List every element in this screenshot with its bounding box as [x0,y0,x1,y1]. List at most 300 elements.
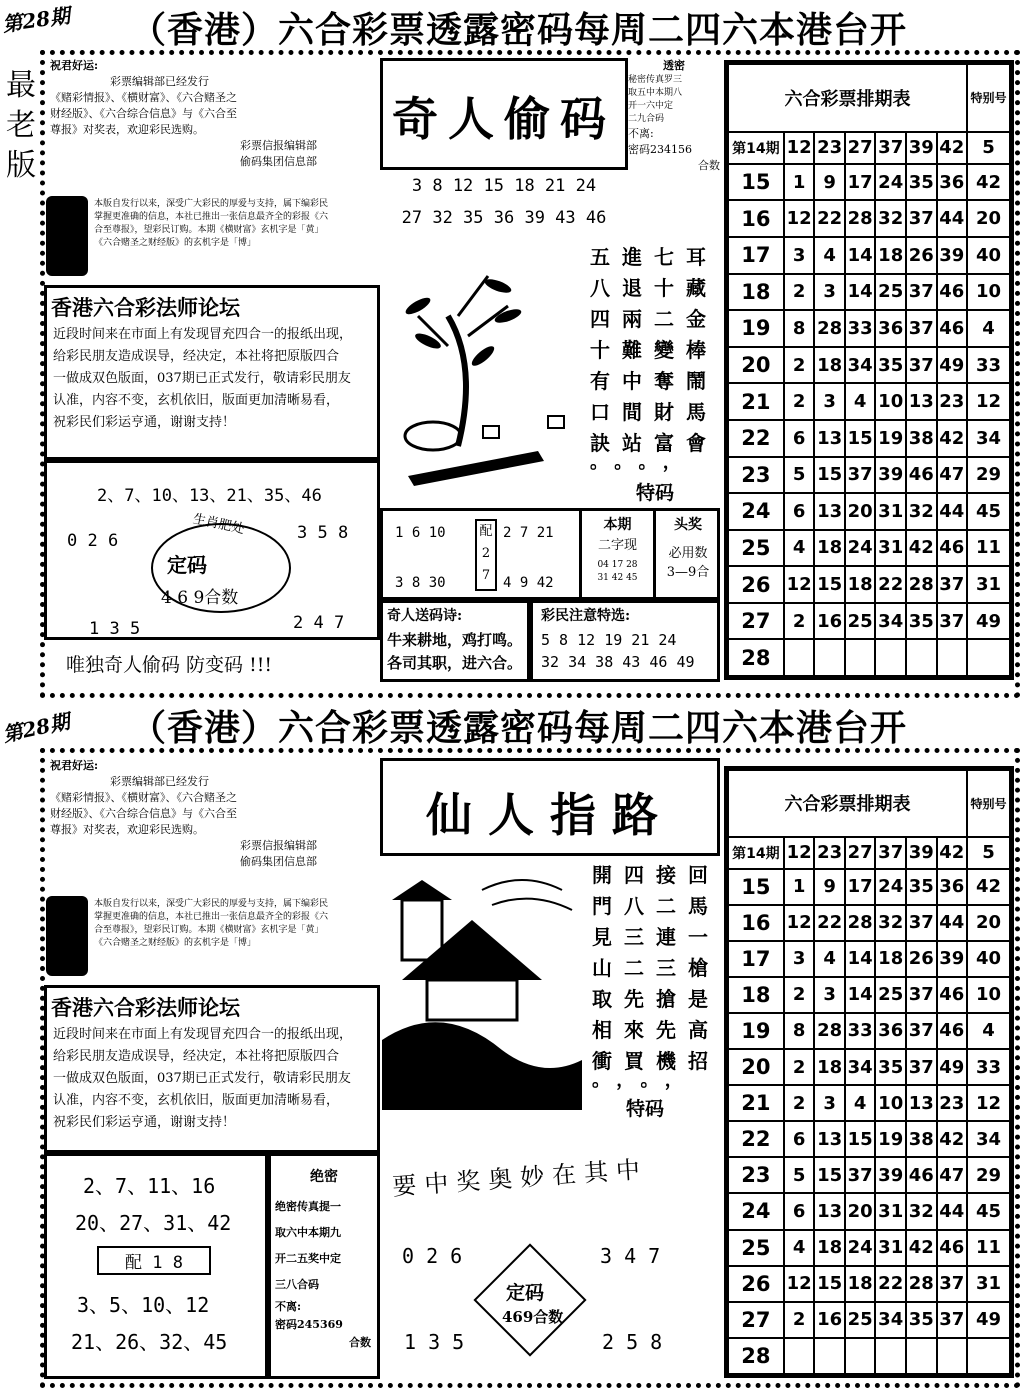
pavilion-illustration [382,860,582,1110]
draw-number-cell: 6 [784,493,815,530]
draw-number-cell: 37 [906,347,937,384]
notice-box-bottom: 本版自发行以来，深受广大彩民的厚爱与支持，属下编彩民 掌握更准确的信息，本社已推出一张信息最齐全的彩报《六 合至尊报》，望彩民订购。本期《横财富》玄机字是「黄」 《六合赌圣之财经版》的玄机字是「博」 [46,892,380,982]
draw-number-cell: 5 [967,837,1010,869]
draw-number-cell: 22 [814,905,845,941]
schedule-title: 六合彩票排期表 [728,64,967,132]
draw-number-cell: 36 [875,310,906,347]
draw-number-cell: 42 [906,1230,937,1266]
draw-number-cell: 35 [875,347,906,384]
schedule-table-bottom [724,766,1014,1378]
draw-number-cell: 28 [906,1266,937,1302]
fixed-code-box-top [44,460,380,640]
issue-number-cell: 22 [728,1121,784,1157]
schedule-row [728,941,1010,977]
draw-number-cell: 12 [784,837,815,869]
draw-number-cell: 22 [875,1266,906,1302]
issue-number-cell: 15 [728,164,784,201]
draw-number-cell: 3 [814,383,845,420]
draw-number-cell: 6 [784,420,815,457]
draw-number-cell: 34 [967,1121,1010,1157]
issue-number-cell: 16 [728,200,784,237]
issue-number-cell: 23 [728,457,784,494]
schedule-row [728,457,1010,494]
draw-number-cell: 47 [937,457,968,494]
issue-number-cell: 28 [728,1338,784,1374]
draw-number-cell: 3 [814,1085,845,1121]
draw-number-cell: 18 [814,530,845,567]
draw-number-cell: 18 [814,1049,845,1085]
arc-text-bottom: 要中奖奥妙在其中 [391,1155,649,1201]
draw-number-cell: 3 [784,237,815,274]
draw-number-cell: 3 [814,977,845,1013]
draw-number-cell: 27 [845,132,876,164]
draw-number-cell: 14 [845,977,876,1013]
draw-number-cell: 12 [784,1266,815,1302]
schedule-row [728,603,1010,640]
draw-number-cell: 18 [814,1230,845,1266]
draw-number-cell: 42 [967,164,1010,201]
issue-number-cell: 20 [728,347,784,384]
corner-nums-tr: 3 5 8 [297,523,349,543]
special-label-top: 特码 [636,482,675,504]
secret-box-bottom: 绝密 绝密传真提一 取六中本期九 开二五奖中定 三八合码 不离: 密码245369 合数 [268,1153,380,1379]
draw-number-cell: 44 [937,200,968,237]
draw-number-cell: 22 [875,566,906,603]
draw-number-cell: 23 [937,1085,968,1121]
issue-number-cell: 27 [728,1302,784,1338]
draw-number-cell: 9 [814,869,845,905]
draw-number-cell: 5 [784,457,815,494]
draw-number-cell: 37 [906,310,937,347]
draw-number-cell: 39 [906,837,937,869]
draw-number-cell: 6 [784,1121,815,1157]
schedule-row [728,200,1010,237]
special-label-bottom: 特码 [626,1098,665,1120]
draw-number-cell: 33 [967,347,1010,384]
issue-number-cell: 25 [728,1230,784,1266]
draw-number-cell: 4 [784,530,815,567]
draw-number-cell: 13 [906,1085,937,1121]
fortune-icon [46,196,88,276]
draw-number-cell: 38 [906,420,937,457]
schedule-row [728,274,1010,311]
schedule-row [728,530,1010,567]
numbers-box-top: 3 8 12 15 18 21 24 27 32 35 36 39 43 46 [401,176,607,228]
draw-number-cell: 42 [937,1121,968,1157]
draw-number-cell: 28 [845,905,876,941]
draw-number-cell: 14 [845,237,876,274]
issue-number-cell: 26 [728,566,784,603]
draw-number-cell: 37 [875,132,906,164]
corner-nums-bl: 1 3 5 [89,619,141,639]
draw-number-cell: 37 [937,1266,968,1302]
issue-label-bottom: 第28期 [0,709,72,747]
schedule-row [728,383,1010,420]
draw-number-cell: 1 [784,869,815,905]
slogan-top: 唯独奇人偷码 防变码 !!! [66,654,272,676]
fixed-label-bottom: 定码 [506,1282,545,1304]
secret-box-top: 透密 秘密传真罗三 取五中本期八 开一六中定 二九合码 不离: 密码234156 合数 [628,59,720,172]
special-header: 特别号 [967,64,1010,132]
draw-number-cell: 49 [967,603,1010,640]
schedule-row [728,639,1010,676]
verse-block-bottom: 開門見山取相衝 四八三二先來買 接二連三搶先機 回馬一槍是高招 [592,863,708,1073]
draw-number-cell: 2 [784,603,815,640]
schedule-row [728,1157,1010,1193]
schedule-row [728,905,1010,941]
draw-number-cell: 12 [784,566,815,603]
draw-number-cell: 45 [967,493,1010,530]
issue-number-cell: 21 [728,1085,784,1121]
draw-number-cell: 39 [906,132,937,164]
draw-number-cell: 32 [906,493,937,530]
draw-number-cell: 35 [906,164,937,201]
draw-number-cell: 38 [906,1121,937,1157]
fortune-icon [46,896,88,976]
schedule-row [728,977,1010,1013]
corner-nums-tl: 0 2 6 [402,1244,463,1268]
schedule-row [728,237,1010,274]
draw-number-cell: 8 [784,1013,815,1049]
draw-number-cell: 4 [845,1085,876,1121]
notice-box-top: 本版自发行以来，深受广大彩民的厚爱与支持，属下编彩民 掌握更准确的信息，本社已推出一张信息最齐全的彩报《六 合至尊报》，望彩民订购。本期《横财富》玄机字是「黄」 《六合赌圣之财经版》的玄机字是「博」 [46,192,380,282]
issue-number-cell: 20 [728,1049,784,1085]
draw-number-cell: 12 [784,132,815,164]
draw-number-cell: 49 [937,1049,968,1085]
draw-number-cell: 15 [814,1157,845,1193]
draw-number-cell: 42 [906,530,937,567]
draw-number-cell: 13 [814,493,845,530]
draw-number-cell: 20 [845,493,876,530]
draw-number-cell: 14 [845,274,876,311]
fixed-label-top: 定码 [167,553,207,577]
schedule-row [728,1266,1010,1302]
draw-number-cell: 13 [814,1193,845,1229]
draw-number-cell: 19 [875,1121,906,1157]
draw-number-cell: 49 [937,347,968,384]
draw-number-cell: 34 [845,1049,876,1085]
draw-number-cell [784,639,815,676]
draw-number-cell: 25 [875,977,906,1013]
issue-label-top: 第28期 [0,3,72,37]
draw-number-cell: 39 [937,237,968,274]
issue-number-cell: 25 [728,530,784,567]
draw-number-cell: 12 [967,1085,1010,1121]
draw-number-cell: 23 [814,132,845,164]
arc-text-top: 生肖肥处 [191,511,246,538]
corner-nums-tr: 3 4 7 [600,1244,661,1268]
draw-number-cell: 13 [814,420,845,457]
headline-bottom: （香港）六合彩票透露密码每周二四六本港台开 [130,707,908,749]
issue-number-cell: 28 [728,639,784,676]
draw-number-cell: 26 [906,237,937,274]
draw-number-cell: 35 [875,1049,906,1085]
draw-number-cell: 22 [814,200,845,237]
issue-number-cell: 27 [728,603,784,640]
draw-number-cell: 4 [814,941,845,977]
issue-number-cell: 24 [728,493,784,530]
draw-number-cell: 27 [845,837,876,869]
draw-number-cell: 37 [937,1302,968,1338]
draw-number-cell: 34 [845,347,876,384]
draw-number-cell: 40 [967,941,1010,977]
draw-number-cell [875,639,906,676]
draw-number-cell: 32 [875,200,906,237]
issue-number-cell: 17 [728,941,784,977]
draw-number-cell: 49 [967,1302,1010,1338]
draw-number-cell: 37 [937,566,968,603]
corner-nums-br: 2 4 7 [293,613,345,633]
draw-number-cell: 4 [967,1013,1010,1049]
draw-number-cell: 36 [937,869,968,905]
schedule-row [728,1121,1010,1157]
draw-number-cell: 35 [906,869,937,905]
draw-number-cell: 44 [937,1193,968,1229]
draw-number-cell: 37 [906,977,937,1013]
greeting-box-bottom: 祝君好运: 彩票编辑部已经发行 《赌彩情报》、《横财富》、《六合赌圣之 财经版》、《六合综合信息》与《六合至 尊报》对奖表，欢迎彩民选购。 彩票信报编辑部 偷码集团信息部 [50,759,317,868]
draw-number-cell: 10 [967,977,1010,1013]
schedule-row [728,1193,1010,1229]
issue-number-cell: 17 [728,237,784,274]
draw-number-cell: 37 [875,837,906,869]
draw-number-cell [906,639,937,676]
draw-number-cell: 1 [784,164,815,201]
draw-number-cell: 24 [845,530,876,567]
draw-number-cell: 15 [814,1266,845,1302]
draw-number-cell: 15 [814,457,845,494]
draw-number-cell: 39 [875,1157,906,1193]
fixed-combo-top: 4 6 9合数 [161,588,239,608]
draw-number-cell: 46 [937,530,968,567]
notice2-box-top: 彩民注意特选: 5 8 12 19 21 24 32 34 38 43 46 49 [530,600,720,682]
draw-number-cell: 3 [784,941,815,977]
draw-number-cell: 46 [937,1013,968,1049]
draw-number-cell: 11 [967,1230,1010,1266]
draw-number-cell: 29 [967,1157,1010,1193]
schedule-row [728,1085,1010,1121]
draw-number-cell: 15 [814,566,845,603]
draw-number-cell: 46 [937,1230,968,1266]
draw-number-cell: 46 [937,274,968,311]
schedule-row [728,420,1010,457]
draw-number-cell: 37 [906,905,937,941]
draw-number-cell: 31 [875,530,906,567]
draw-number-cell: 23 [814,837,845,869]
draw-number-cell: 25 [875,274,906,311]
draw-number-cell: 26 [906,941,937,977]
schedule-row [728,869,1010,905]
issue-number-cell: 24 [728,1193,784,1229]
draw-number-cell: 39 [875,457,906,494]
greeting-box-top: 祝君好运: 彩票编辑部已经发行 《赌彩情报》、《横财富》、《六合赌圣之 财经版》、《六合综合信息》与《六合至 尊报》对奖表，欢迎彩民选购。 彩票信报编辑部 偷码集团信息部 [50,59,317,168]
draw-number-cell: 31 [875,1193,906,1229]
schedule-row [728,837,1010,869]
schedule-row [728,493,1010,530]
draw-number-cell: 35 [906,1302,937,1338]
draw-number-cell: 14 [845,941,876,977]
draw-number-cell: 44 [937,905,968,941]
draw-number-cell: 20 [967,200,1010,237]
corner-nums-tl: 0 2 6 [67,531,119,551]
draw-number-cell: 18 [845,1266,876,1302]
draw-number-cell: 15 [845,420,876,457]
numbers-box-bottom: 2、7、11、16 20、27、31、42 配 1 8 3、5、10、12 21、26、32、45 [44,1153,268,1379]
draw-number-cell: 28 [845,200,876,237]
draw-number-cell: 4 [967,310,1010,347]
draw-number-cell [906,1338,937,1374]
issue-number-cell: 19 [728,310,784,347]
issue-number-cell: 第14期 [728,837,784,869]
draw-number-cell: 28 [814,1013,845,1049]
draw-number-cell: 10 [967,274,1010,311]
draw-number-cell: 2 [784,1049,815,1085]
draw-number-cell: 36 [937,164,968,201]
draw-number-cell: 24 [875,869,906,905]
draw-number-cell: 28 [814,310,845,347]
bamboo-illustration [388,246,588,491]
draw-number-cell: 46 [906,457,937,494]
draw-number-cell: 42 [937,420,968,457]
schedule-row [728,1013,1010,1049]
schedule-table-top [724,60,1014,680]
schedule-row [728,1230,1010,1266]
draw-number-cell: 4 [814,237,845,274]
draw-number-cell: 24 [875,164,906,201]
schedule-title: 六合彩票排期表 [728,770,967,837]
issue-number-cell: 18 [728,977,784,1013]
issue-number-cell: 23 [728,1157,784,1193]
draw-number-cell: 23 [937,383,968,420]
schedule-row [728,566,1010,603]
draw-number-cell: 33 [845,310,876,347]
draw-number-cell [937,1338,968,1374]
draw-number-cell [814,1338,845,1374]
draw-number-cell: 45 [967,1193,1010,1229]
draw-number-cell: 12 [784,905,815,941]
draw-number-cell: 46 [937,977,968,1013]
draw-number-cell [967,1338,1010,1374]
draw-number-cell: 16 [814,1302,845,1338]
corner-nums-bl: 1 3 5 [404,1330,465,1354]
draw-number-cell [967,639,1010,676]
draw-number-cell: 46 [906,1157,937,1193]
draw-number-cell [784,1338,815,1374]
pair-box-top: 1 6 10 3 8 30 配 2 7 2 7 21 4 9 42 本期 二字现 04 17 28 31 42 45 头奖 必用数 3—9合 [380,508,720,600]
draw-number-cell: 17 [845,164,876,201]
draw-number-cell [845,1338,876,1374]
draw-number-cell: 18 [875,237,906,274]
draw-number-cell: 8 [784,310,815,347]
draw-number-cell: 29 [967,457,1010,494]
draw-number-cell: 36 [875,1013,906,1049]
draw-number-cell: 35 [906,603,937,640]
draw-number-cell: 2 [784,347,815,384]
draw-number-cell: 5 [784,1157,815,1193]
draw-number-cell: 32 [906,1193,937,1229]
issue-number-cell: 19 [728,1013,784,1049]
draw-number-cell: 13 [814,1121,845,1157]
headline-top: （香港）六合彩票透露密码每周二四六本港台开 [130,9,908,51]
draw-number-cell: 33 [845,1013,876,1049]
draw-number-cell: 33 [967,1049,1010,1085]
draw-number-cell: 25 [845,603,876,640]
draw-number-cell: 31 [875,493,906,530]
draw-number-cell [845,639,876,676]
issue-number-cell: 第14期 [728,132,784,164]
issue-number-cell: 26 [728,1266,784,1302]
draw-number-cell: 12 [967,383,1010,420]
issue-number-cell: 15 [728,869,784,905]
draw-number-cell: 37 [906,1049,937,1085]
poem-box-top: 奇人送码诗: 牛来耕地，鸡打鸣。 各司其职，进六合。 [380,600,530,682]
draw-number-cell: 28 [906,566,937,603]
schedule-row [728,310,1010,347]
draw-number-cell: 37 [937,603,968,640]
draw-number-cell: 4 [845,383,876,420]
draw-number-cell: 37 [906,1013,937,1049]
title-box-bottom [380,758,720,856]
forum-box-bottom: 香港六合彩法师论坛 近段时间来在市面上有发现冒充四合一的报纸出现， 给彩民朋友造成误导，经决定，本社将把原版四合 一做成双色版面，037期已正式发行，敬请彩民朋友 认准，内容不变，玄机依旧，版面更加清晰易看， 祝彩民们彩运亨通，谢谢支持！ [44,985,380,1153]
draw-number-cell: 13 [906,383,937,420]
verse-block-top: 五八四十有口訣 進退兩難中間站 七十二變奪財富 耳藏金棒鬧馬會 [590,245,706,455]
draw-number-cell: 18 [814,347,845,384]
ring-numbers: 2、7、10、13、21、35、46 [97,486,322,506]
draw-number-cell: 2 [784,977,815,1013]
draw-number-cell: 46 [937,310,968,347]
draw-number-cell [937,639,968,676]
special-header: 特别号 [967,770,1010,837]
draw-number-cell [875,1338,906,1374]
page-title-bottom: 仙人指路 [426,788,674,842]
draw-number-cell: 4 [784,1230,815,1266]
draw-number-cell: 12 [784,200,815,237]
issue-number-cell: 16 [728,905,784,941]
draw-number-cell: 31 [967,1266,1010,1302]
draw-number-cell: 2 [784,1302,815,1338]
fixed-combo-bottom: 469合数 [502,1308,564,1326]
draw-number-cell: 44 [937,493,968,530]
draw-number-cell: 37 [845,457,876,494]
draw-number-cell: 31 [967,566,1010,603]
title-box-top [380,58,628,170]
draw-number-cell: 25 [845,1302,876,1338]
corner-nums-br: 2 5 8 [602,1330,663,1354]
schedule-row [728,347,1010,384]
draw-number-cell: 42 [937,837,968,869]
fixed-code-box-bottom [382,1140,720,1380]
draw-number-cell: 31 [875,1230,906,1266]
draw-number-cell: 6 [784,1193,815,1229]
schedule-row [728,1338,1010,1374]
draw-number-cell [814,639,845,676]
draw-number-cell: 15 [845,1121,876,1157]
draw-number-cell: 37 [845,1157,876,1193]
draw-number-cell: 42 [937,132,968,164]
schedule-row [728,164,1010,201]
draw-number-cell: 10 [875,1085,906,1121]
draw-number-cell: 34 [875,603,906,640]
draw-number-cell: 9 [814,164,845,201]
draw-number-cell: 20 [845,1193,876,1229]
draw-number-cell: 34 [967,420,1010,457]
issue-number-cell: 22 [728,420,784,457]
draw-number-cell: 2 [784,274,815,311]
draw-number-cell: 18 [845,566,876,603]
issue-number-cell: 21 [728,383,784,420]
draw-number-cell: 39 [937,941,968,977]
draw-number-cell: 10 [875,383,906,420]
draw-number-cell: 20 [967,905,1010,941]
